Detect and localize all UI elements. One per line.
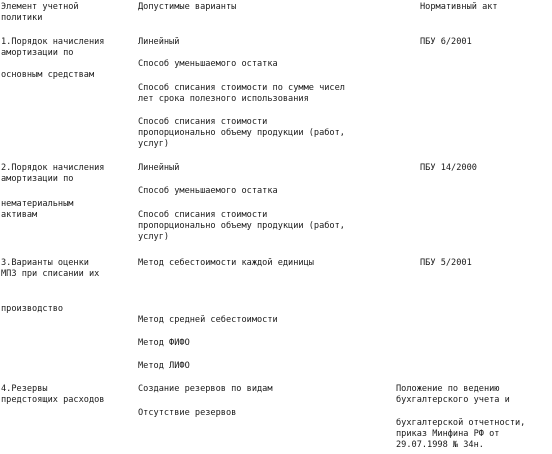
row2-option2: Способ уменьшаемого остатка bbox=[138, 186, 278, 196]
row1-option3-line1: Способ списания стоимости по сумме чисел bbox=[138, 83, 345, 93]
row3-element-line2: МПЗ при списании их bbox=[1, 269, 100, 279]
row2-element-line3: нематериальным bbox=[1, 199, 74, 209]
row2-option3-line2: пропорционально объему продукции (работ, bbox=[138, 221, 345, 231]
row2-option3-line1: Способ списания стоимости bbox=[138, 210, 268, 220]
row4-act-line4: приказ Минфина РФ от bbox=[396, 429, 500, 439]
row2-option3-line3: услуг) bbox=[138, 232, 170, 242]
row4-element-line2: предстоящих расходов bbox=[1, 395, 105, 405]
row4-act-line5: 29.07.1998 № 34н. bbox=[396, 440, 484, 450]
row2-element-line4: активам bbox=[1, 210, 38, 220]
row4-element-line1: 4.Резервы bbox=[1, 384, 48, 394]
row3-option3: Метод ФИФО bbox=[138, 338, 190, 348]
row4-act-line3: бухгалтерской отчетности, bbox=[396, 418, 526, 428]
row1-option1: Линейный bbox=[138, 37, 180, 47]
row2-option1: Линейный bbox=[138, 163, 180, 173]
row3-element-line3: производство bbox=[1, 304, 64, 314]
row2-act: ПБУ 14/2000 bbox=[420, 163, 477, 173]
row3-option1: Метод себестоимости каждой единицы bbox=[138, 258, 314, 268]
header-options: Допустимые варианты bbox=[138, 2, 237, 12]
row3-act: ПБУ 5/2001 bbox=[420, 258, 472, 268]
row1-option4-line3: услуг) bbox=[138, 139, 170, 149]
row1-option3-line2: лет срока полезного использования bbox=[138, 94, 309, 104]
header-element-line2: политики bbox=[1, 13, 43, 23]
row1-element-line2: амортизации по bbox=[1, 48, 74, 58]
row1-option2: Способ уменьшаемого остатка bbox=[138, 59, 278, 69]
row3-element-line1: 3.Варианты оценки bbox=[1, 258, 89, 268]
row4-act-line2: бухгалтерского учета и bbox=[396, 395, 510, 405]
row1-element-line3: основным средствам bbox=[1, 70, 95, 80]
row2-element-line1: 2.Порядок начисления bbox=[1, 163, 105, 173]
row1-option4-line1: Способ списания стоимости bbox=[138, 117, 268, 127]
row1-element-line1: 1.Порядок начисления bbox=[1, 37, 105, 47]
header-act: Нормативный акт bbox=[420, 2, 498, 12]
row2-element-line2: амортизации по bbox=[1, 174, 74, 184]
row4-act-line1: Положение по ведению bbox=[396, 384, 500, 394]
row1-option4-line2: пропорционально объему продукции (работ, bbox=[138, 128, 345, 138]
header-element-line1: Элемент учетной bbox=[1, 2, 79, 12]
row1-act: ПБУ 6/2001 bbox=[420, 37, 472, 47]
row4-option1: Создание резервов по видам bbox=[138, 384, 273, 394]
row3-option2: Метод средней себестоимости bbox=[138, 315, 278, 325]
row3-option4: Метод ЛИФО bbox=[138, 361, 190, 371]
row4-option2: Отсутствие резервов bbox=[138, 408, 237, 418]
